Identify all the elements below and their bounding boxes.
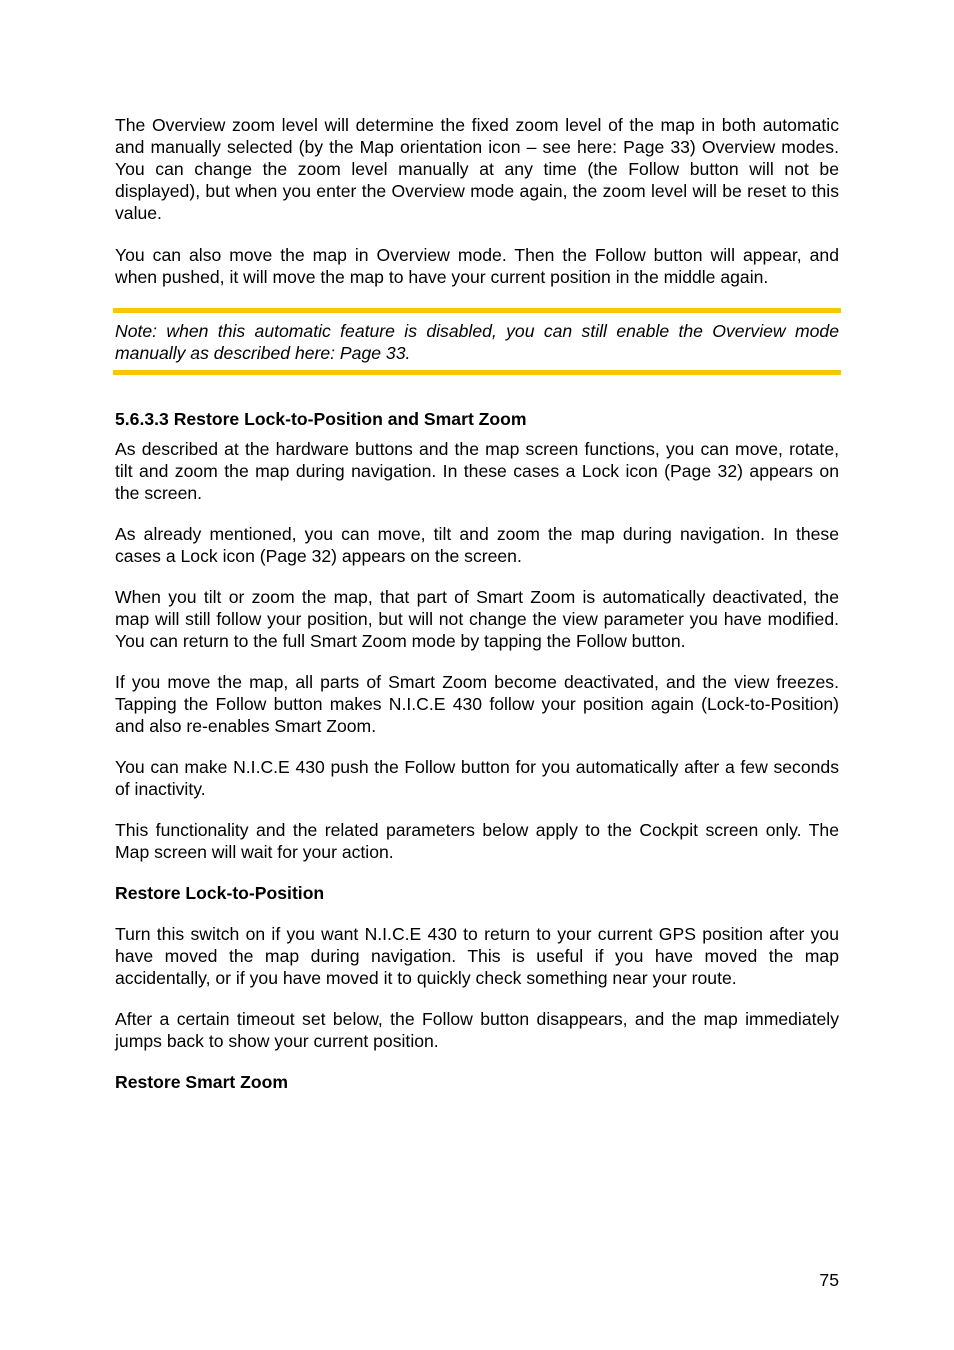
section-paragraph: As already mentioned, you can move, tilt and zoom the map during navigation. In these cases a Lock icon (Page 32) appears on the screen. [115, 524, 839, 566]
paragraph-move-map: You can also move the map in Overview mode. Then the Follow button will appear, and when pushed, it will move the map to have your current position in the middle again. [115, 245, 839, 287]
section-paragraph: If you move the map, all parts of Smart Zoom become deactivated, and the view freezes. Tapping the Follow button makes N.I.C.E 430 follow your position again (Lock-to-Position) and also re-enables Smart Zoom. [115, 672, 839, 736]
section-paragraph: You can make N.I.C.E 430 push the Follow button for you automatically after a few seconds of inactivity. [115, 757, 839, 799]
restore-lock-paragraph: After a certain timeout set below, the Follow button disappears, and the map immediately jumps back to show your current position. [115, 1009, 839, 1051]
document-page [115, 114, 839, 1112]
paragraph-overview-zoom: The Overview zoom level will determine the fixed zoom level of the map in both automatic and manually selected (by the Map orientation icon – see here: Page 33) Overview modes. You can change the zoom level manually at any time (the Follow button will not be displayed), but when you enter the Overview mode again, the zoom level will be reset to this value. [115, 115, 839, 223]
subheading-restore-lock: Restore Lock-to-Position [115, 883, 325, 903]
page-number: 75 [819, 1270, 839, 1290]
section-heading: 5.6.3.3 Restore Lock-to-Position and Smart Zoom [115, 409, 527, 429]
note-text: Note: when this automatic feature is disabled, you can still enable the Overview mode manually as described here: Page 33. [115, 321, 839, 363]
section-paragraph: As described at the hardware buttons and the map screen functions, you can move, rotate, tilt and zoom the map during navigation. In these cases a Lock icon (Page 32) appears on the screen. [115, 439, 839, 503]
note-box [113, 308, 841, 375]
section-paragraph: When you tilt or zoom the map, that part of Smart Zoom is automatically deactivated, the map will still follow your position, but will not change the view parameter you have modified. You can return to the full Smart Zoom mode by tapping the Follow button. [115, 587, 839, 651]
restore-lock-paragraph: Turn this switch on if you want N.I.C.E 430 to return to your current GPS position after you have moved the map during navigation. This is useful if you have moved the map accidentally, or if you have moved it to quickly check something near your route. [115, 924, 839, 988]
section-paragraph: This functionality and the related parameters below apply to the Cockpit screen only. The Map screen will wait for your action. [115, 820, 839, 862]
subheading-restore-smart-zoom: Restore Smart Zoom [115, 1072, 289, 1092]
